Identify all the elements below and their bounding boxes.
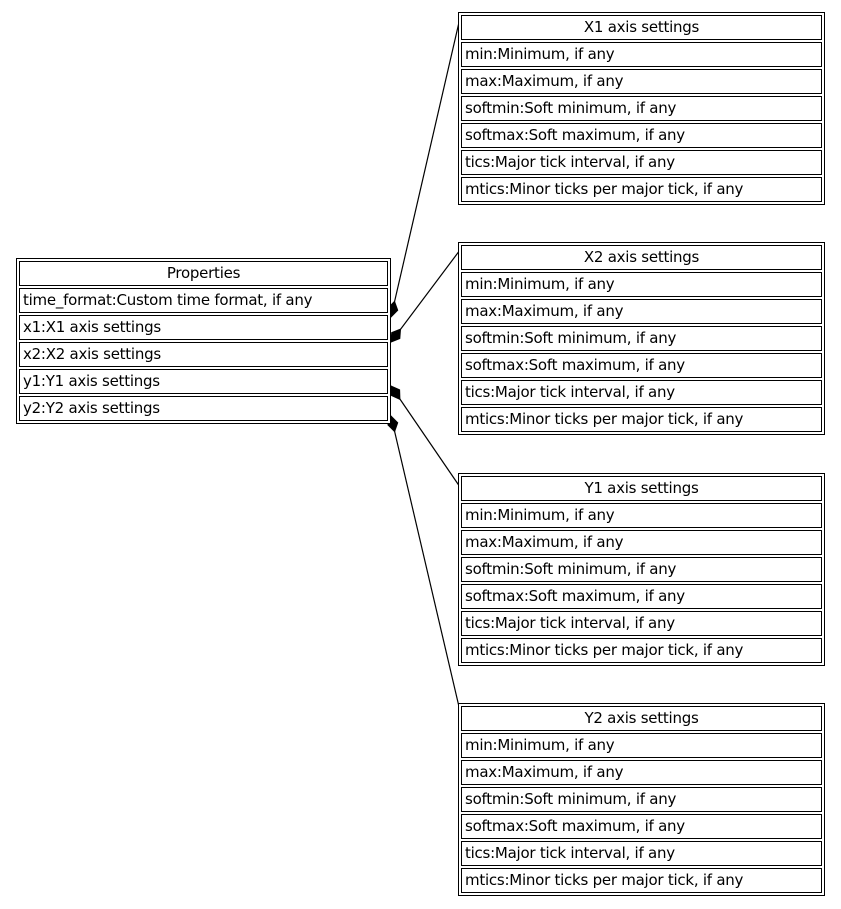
attribute-row: softmin:Soft minimum, if any [461,557,822,582]
class-title: X2 axis settings [461,245,822,270]
attribute-row: min:Minimum, if any [461,42,822,67]
class-title: Y2 axis settings [461,706,822,731]
attribute-row: time_format:Custom time format, if any [19,288,388,313]
attribute-row: x1:X1 axis settings [19,315,388,340]
attribute-row: max:Maximum, if any [461,69,822,94]
attribute-row: mtics:Minor ticks per major tick, if any [461,177,822,202]
attribute-row: softmin:Soft minimum, if any [461,96,822,121]
attribute-row: min:Minimum, if any [461,733,822,758]
attribute-row: y1:Y1 axis settings [19,369,388,394]
class-title: X1 axis settings [461,15,822,40]
y1-axis-class-box [458,473,825,666]
composition-diamond-x2 [391,329,401,342]
x2-axis-class-box [458,242,825,435]
attribute-row: softmin:Soft minimum, if any [461,787,822,812]
attribute-row: max:Maximum, if any [461,760,822,785]
attribute-row: y2:Y2 axis settings [19,396,388,421]
edge-x2-composition [391,250,460,342]
attribute-row: tics:Major tick interval, if any [461,150,822,175]
class-title: Y1 axis settings [461,476,822,501]
attribute-row: softmax:Soft maximum, if any [461,123,822,148]
attribute-row: mtics:Minor ticks per major tick, if any [461,407,822,432]
attribute-row: min:Minimum, if any [461,272,822,297]
y2-axis-class-box [458,703,825,896]
attribute-row: tics:Major tick interval, if any [461,611,822,636]
attribute-row: softmax:Soft maximum, if any [461,584,822,609]
attribute-row: tics:Major tick interval, if any [461,841,822,866]
attribute-row: x2:X2 axis settings [19,342,388,367]
properties-class-box [16,258,391,424]
composition-diamond-y1 [391,386,400,399]
edge-y2-composition [391,416,460,711]
class-title: Properties [19,261,388,286]
attribute-row: softmin:Soft minimum, if any [461,326,822,351]
attribute-row: softmax:Soft maximum, if any [461,353,822,378]
attribute-row: max:Maximum, if any [461,299,822,324]
x1-axis-class-box [458,12,825,205]
attribute-row: tics:Major tick interval, if any [461,380,822,405]
edge-x1-composition [391,18,460,317]
attribute-row: max:Maximum, if any [461,530,822,555]
attribute-row: softmax:Soft maximum, if any [461,814,822,839]
edge-y1-composition [391,386,460,487]
attribute-row: min:Minimum, if any [461,503,822,528]
attribute-row: mtics:Minor ticks per major tick, if any [461,638,822,663]
attribute-row: mtics:Minor ticks per major tick, if any [461,868,822,893]
